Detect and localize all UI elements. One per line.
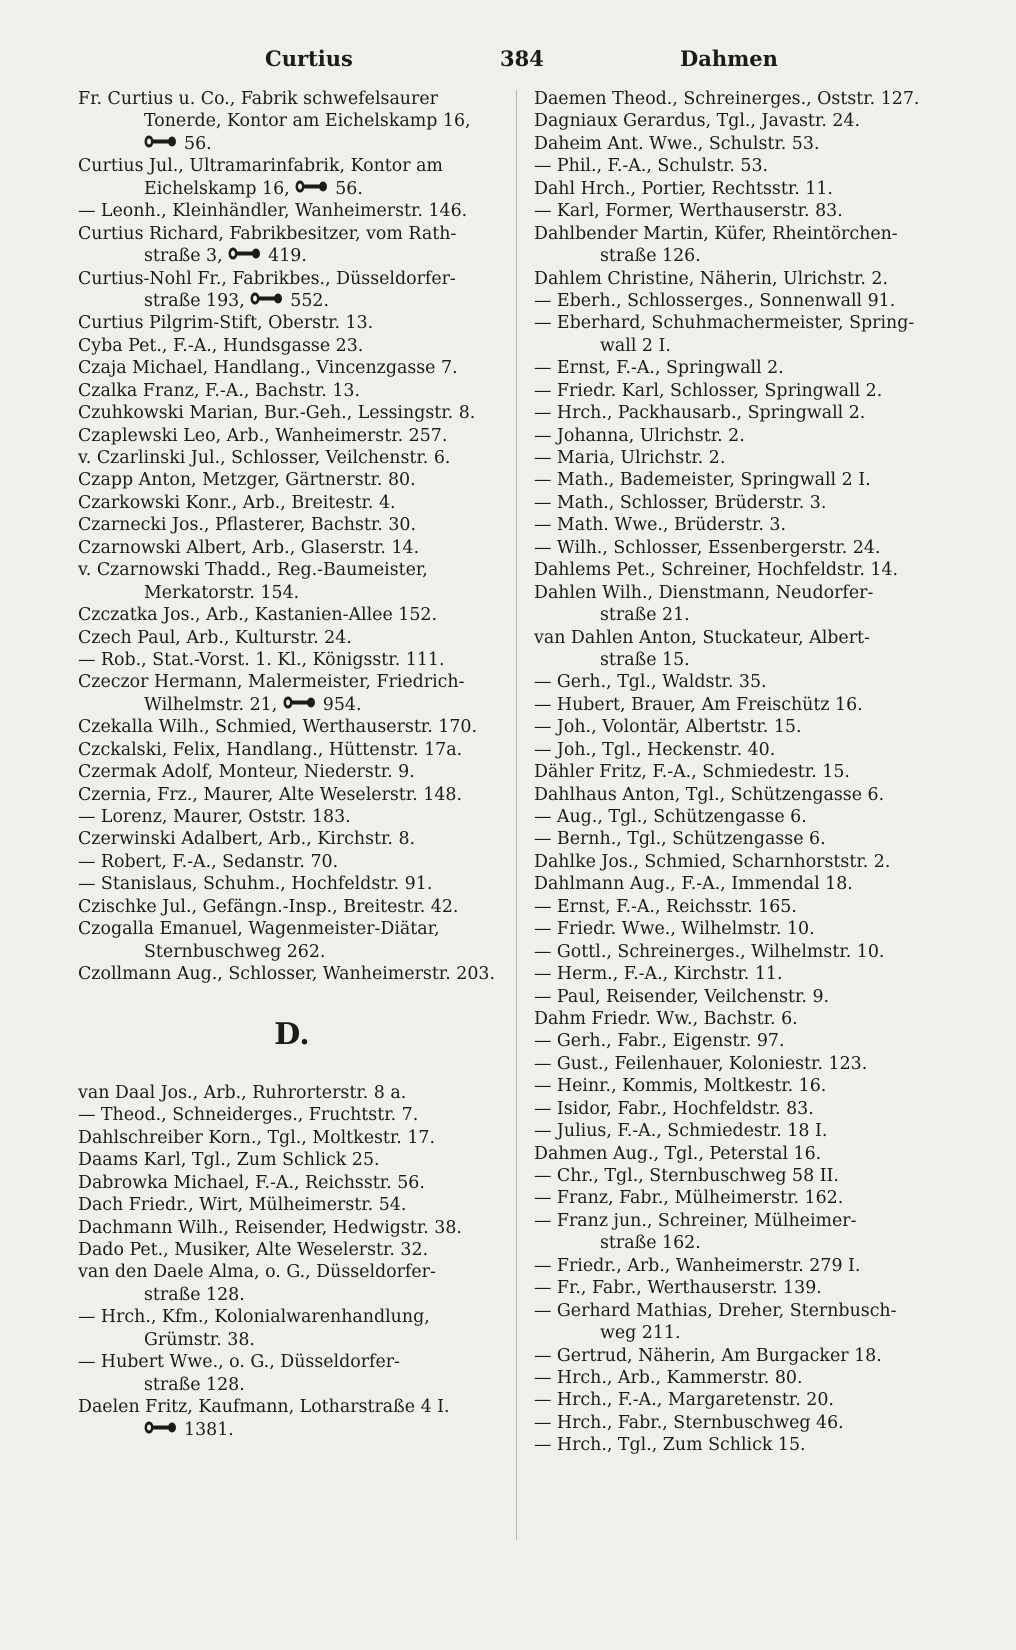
entry-line: straße 126. — [600, 246, 701, 267]
entry-line: Dahlen Wilh., Dienstmann, Neudorfer- — [534, 582, 874, 603]
entry-line: Sternbuschweg 262. — [144, 941, 326, 962]
entry-line: Czarkowski Konr., Arb., Breitestr. 4. — [78, 492, 396, 513]
header-left-keyword: Curtius — [265, 46, 353, 71]
entry-line: Czerwinski Adalbert, Arb., Kirchstr. 8. — [78, 829, 416, 850]
entry-line: — Isidor, Fabr., Hochfeldstr. 83. — [534, 1098, 814, 1119]
entry-line: — Leonh., Kleinhändler, Wanheimerstr. 146. — [78, 201, 468, 222]
entry-line: — Joh., Volontär, Albertstr. 15. — [534, 717, 802, 738]
column-divider — [516, 90, 517, 1540]
entry-line: — Karl, Former, Werthauserstr. 83. — [534, 201, 843, 222]
entry-line: — Gerh., Tgl., Waldstr. 35. — [534, 672, 767, 693]
entry-line: straße 128. — [144, 1284, 245, 1305]
entry-line: Czarnecki Jos., Pflasterer, Bachstr. 30. — [78, 515, 417, 536]
entry-text: 1381. — [184, 1419, 234, 1440]
header-right-keyword: Dahmen — [680, 46, 778, 71]
entry-line: Dach Friedr., Wirt, Mülheimerstr. 54. — [78, 1195, 407, 1216]
entry-line: — Gerhard Mathias, Dreher, Sternbusch- — [534, 1300, 897, 1321]
entry-line: weg 211. — [600, 1323, 681, 1344]
entry-line: — Hubert, Brauer, Am Freischütz 16. — [534, 694, 863, 715]
entry-line: Czekalla Wilh., Schmied, Werthauserstr. 170. — [78, 717, 477, 738]
entry-line: Czapp Anton, Metzger, Gärtnerstr. 80. — [78, 470, 416, 491]
entry-line: — Math., Bademeister, Springwall 2 I. — [534, 470, 871, 491]
entry-line: Czuhkowski Marian, Bur.-Geh., Lessingstr. 8. — [78, 403, 476, 424]
entry-line: van Dahlen Anton, Stuckateur, Albert- — [534, 627, 870, 648]
entry-line: Dahlke Jos., Schmied, Scharnhorststr. 2. — [534, 851, 891, 872]
entry-line: — Bernh., Tgl., Schützengasse 6. — [534, 829, 826, 850]
entry-line: Czaja Michael, Handlang., Vincenzgasse 7. — [78, 358, 458, 379]
entry-line: — Stanislaus, Schuhm., Hochfeldstr. 91. — [78, 874, 433, 895]
entry-line: straße 21. — [600, 605, 690, 626]
entry-line: Dahlem Christine, Näherin, Ulrichstr. 2. — [534, 268, 888, 289]
entry-text: Eichelskamp 16, — [144, 178, 296, 199]
entry-line: — Phil., F.-A., Schulstr. 53. — [534, 156, 769, 177]
entry-line: — Hrch., F.-A., Margaretenstr. 20. — [534, 1390, 834, 1411]
entry-line: Dahmen Aug., Tgl., Peterstal 16. — [534, 1143, 822, 1164]
right-column — [534, 88, 962, 1457]
entry-line — [78, 178, 506, 200]
entry-line: Czollmann Aug., Schlosser, Wanheimerstr. 203. — [78, 964, 495, 985]
entry-line: Czczatka Jos., Arb., Kastanien-Allee 152. — [78, 605, 437, 626]
entry-line: straße 128. — [144, 1374, 245, 1395]
telephone-icon — [228, 246, 262, 261]
entry-line: — Franz, Fabr., Mülheimerstr. 162. — [534, 1188, 844, 1209]
entry-line: Dahlmann Aug., F.-A., Immendal 18. — [534, 874, 853, 895]
entry-line: Dahlbender Martin, Küfer, Rheintörchen- — [534, 223, 898, 244]
entry-line: — Eberhard, Schuhmachermeister, Spring- — [534, 313, 915, 334]
entry-line: — Gust., Feilenhauer, Koloniestr. 123. — [534, 1053, 868, 1074]
entry-line: — Math. Wwe., Brüderstr. 3. — [534, 515, 786, 536]
entry-line: Czernia, Frz., Maurer, Alte Weselerstr. 148. — [78, 784, 462, 805]
telephone-icon — [144, 1420, 178, 1435]
entry-line: Czalka Franz, F.-A., Bachstr. 13. — [78, 380, 361, 401]
entry-line: — Wilh., Schlosser, Essenbergerstr. 24. — [534, 537, 881, 558]
entry-line: — Johanna, Ulrichstr. 2. — [534, 425, 745, 446]
entry-line: — Friedr. Karl, Schlosser, Springwall 2. — [534, 380, 883, 401]
entry-line: Curtius Pilgrim-Stift, Oberstr. 13. — [78, 313, 374, 334]
entry-line: — Hrch., Tgl., Zum Schlick 15. — [534, 1435, 806, 1456]
entry-line: — Friedr., Arb., Wanheimerstr. 279 I. — [534, 1255, 861, 1276]
entry-line: Curtius Richard, Fabrikbesitzer, vom Rath- — [78, 223, 457, 244]
entry-line: Czckalski, Felix, Handlang., Hüttenstr. 17a. — [78, 739, 463, 760]
entry-line: — Chr., Tgl., Sternbuschweg 58 II. — [534, 1166, 839, 1186]
entry-line: — Gertrud, Näherin, Am Burgacker 18. — [534, 1345, 882, 1366]
page-header — [80, 40, 936, 80]
entry-line: Czogalla Emanuel, Wagenmeister-Diätar, — [78, 919, 440, 940]
entry-line: wall 2 I. — [600, 335, 671, 356]
entry-line: — Lorenz, Maurer, Oststr. 183. — [78, 807, 351, 827]
phone-number: 552. — [290, 290, 330, 311]
entry-line: — Hubert Wwe., o. G., Düsseldorfer- — [78, 1352, 400, 1373]
page-number: 384 — [500, 46, 544, 71]
entry-line: Fr. Curtius u. Co., Fabrik schwefelsaurer — [78, 89, 438, 109]
entry-line: straße 15. — [600, 649, 690, 670]
entry-line: Czeczor Hermann, Malermeister, Friedrich- — [78, 672, 465, 693]
entry-line: Dähler Fritz, F.-A., Schmiedestr. 15. — [534, 762, 850, 783]
phone-number: 954. — [322, 694, 362, 715]
telephone-icon — [295, 179, 329, 194]
entry-line: — Maria, Ulrichstr. 2. — [534, 448, 726, 468]
entry-text: 56. — [184, 133, 212, 154]
entry-line: Grümstr. 38. — [144, 1329, 255, 1350]
entry-line: — Paul, Reisender, Veilchenstr. 9. — [534, 986, 830, 1007]
entry-line: van Daal Jos., Arb., Ruhrorterstr. 8 a. — [78, 1082, 407, 1103]
section-heading-d: D. — [274, 1016, 310, 1052]
entry-line: Czech Paul, Arb., Kulturstr. 24. — [78, 627, 352, 648]
entry-text: Wilhelmstr. 21, — [144, 694, 283, 715]
entry-line: Curtius-Nohl Fr., Fabrikbes., Düsseldorfer- — [78, 268, 456, 289]
entry-line: — Hrch., Packhausarb., Springwall 2. — [534, 403, 866, 424]
entry-line: Dahlschreiber Korn., Tgl., Moltkestr. 17. — [78, 1127, 436, 1148]
entry-line: — Ernst, F.-A., Reichsstr. 165. — [534, 896, 797, 917]
telephone-icon — [283, 695, 317, 710]
telephone-icon — [144, 134, 178, 149]
entry-line: — Eberh., Schlosserges., Sonnenwall 91. — [534, 290, 896, 311]
entry-line: Czaplewski Leo, Arb., Wanheimerstr. 257. — [78, 425, 448, 446]
entry-line: Czarnowski Albert, Arb., Glaserstr. 14. — [78, 537, 420, 558]
right-entries — [534, 88, 962, 1457]
entry-line: Czermak Adolf, Monteur, Niederstr. 9. — [78, 762, 415, 783]
entry-line: Dahm Friedr. Ww., Bachstr. 6. — [534, 1008, 798, 1029]
entry-line: Daelen Fritz, Kaufmann, Lotharstraße 4 I. — [78, 1397, 450, 1418]
entry-line: — Herm., F.-A., Kirchstr. 11. — [534, 964, 783, 985]
entry-line: — Gerh., Fabr., Eigenstr. 97. — [534, 1031, 785, 1052]
entry-text: straße 193, — [144, 290, 251, 311]
entry-line — [78, 290, 506, 312]
entry-line: v. Czarnowski Thadd., Reg.-Baumeister, — [78, 560, 428, 581]
entry-line: — Hrch., Arb., Kammerstr. 80. — [534, 1367, 803, 1388]
entry-line: — Math., Schlosser, Brüderstr. 3. — [534, 492, 827, 513]
entry-line: Daemen Theod., Schreinerges., Oststr. 127. — [534, 89, 920, 109]
entry-line: — Hrch., Fabr., Sternbuschweg 46. — [534, 1412, 844, 1433]
entry-line: — Theod., Schneiderges., Fruchtstr. 7. — [78, 1105, 419, 1126]
entry-line: Dahlems Pet., Schreiner, Hochfeldstr. 14. — [534, 560, 899, 581]
entry-line: Dachmann Wilh., Reisender, Hedwigstr. 38. — [78, 1217, 462, 1238]
entry-line — [78, 133, 506, 155]
entry-line: — Heinr., Kommis, Moltkestr. 16. — [534, 1076, 827, 1097]
entry-line: Dagniaux Gerardus, Tgl., Javastr. 24. — [534, 111, 861, 132]
telephone-icon — [250, 291, 284, 306]
entry-line: — Ernst, F.-A., Springwall 2. — [534, 358, 784, 379]
entry-line: straße 162. — [600, 1233, 701, 1254]
entry-line: Curtius Jul., Ultramarinfabrik, Kontor am — [78, 156, 443, 177]
left-column — [78, 88, 506, 1441]
entry-line — [78, 694, 506, 716]
entry-line: Dabrowka Michael, F.-A., Reichsstr. 56. — [78, 1172, 425, 1193]
phone-number: 419. — [268, 246, 307, 267]
entry-line — [78, 245, 506, 267]
left-entries-c — [78, 88, 506, 986]
entry-line: — Fr., Fabr., Werthauserstr. 139. — [534, 1278, 822, 1299]
entry-line: van den Daele Alma, o. G., Düsseldorfer- — [78, 1262, 436, 1283]
entry-line: — Robert, F.-A., Sedanstr. 70. — [78, 851, 339, 872]
entry-line: Daams Karl, Tgl., Zum Schlick 25. — [78, 1150, 380, 1171]
entry-text: straße 3, — [144, 246, 229, 267]
entry-line: — Rob., Stat.-Vorst. 1. Kl., Königsstr. 111. — [78, 649, 445, 670]
entry-line: — Franz jun., Schreiner, Mülheimer- — [534, 1210, 857, 1231]
entry-line: Czischke Jul., Gefängn.-Insp., Breitestr. 42. — [78, 896, 459, 917]
entry-line: v. Czarlinski Jul., Schlosser, Veilchenstr. 6. — [78, 448, 451, 468]
entry-line: — Hrch., Kfm., Kolonialwarenhandlung, — [78, 1307, 430, 1328]
entry-line: Daheim Ant. Wwe., Schulstr. 53. — [534, 133, 820, 154]
entry-line: Cyba Pet., F.-A., Hundsgasse 23. — [78, 335, 364, 356]
entry-line — [78, 1419, 506, 1441]
entry-line: Dahlhaus Anton, Tgl., Schützengasse 6. — [534, 784, 885, 805]
left-entries-d — [78, 1082, 506, 1441]
entry-line: Tonerde, Kontor am Eichelskamp 16, — [144, 111, 471, 132]
entry-line: Merkatorstr. 154. — [144, 582, 300, 603]
entry-line: — Julius, F.-A., Schmiedestr. 18 I. — [534, 1121, 828, 1142]
entry-line: — Friedr. Wwe., Wilhelmstr. 10. — [534, 919, 815, 940]
phone-number: 56. — [335, 178, 363, 199]
entry-line: — Aug., Tgl., Schützengasse 6. — [534, 807, 807, 827]
entry-line: Dado Pet., Musiker, Alte Weselerstr. 32. — [78, 1240, 429, 1260]
entry-line: Dahl Hrch., Portier, Rechtsstr. 11. — [534, 178, 833, 199]
entry-line: — Joh., Tgl., Heckenstr. 40. — [534, 739, 776, 760]
entry-line: — Gottl., Schreinerges., Wilhelmstr. 10. — [534, 941, 885, 962]
